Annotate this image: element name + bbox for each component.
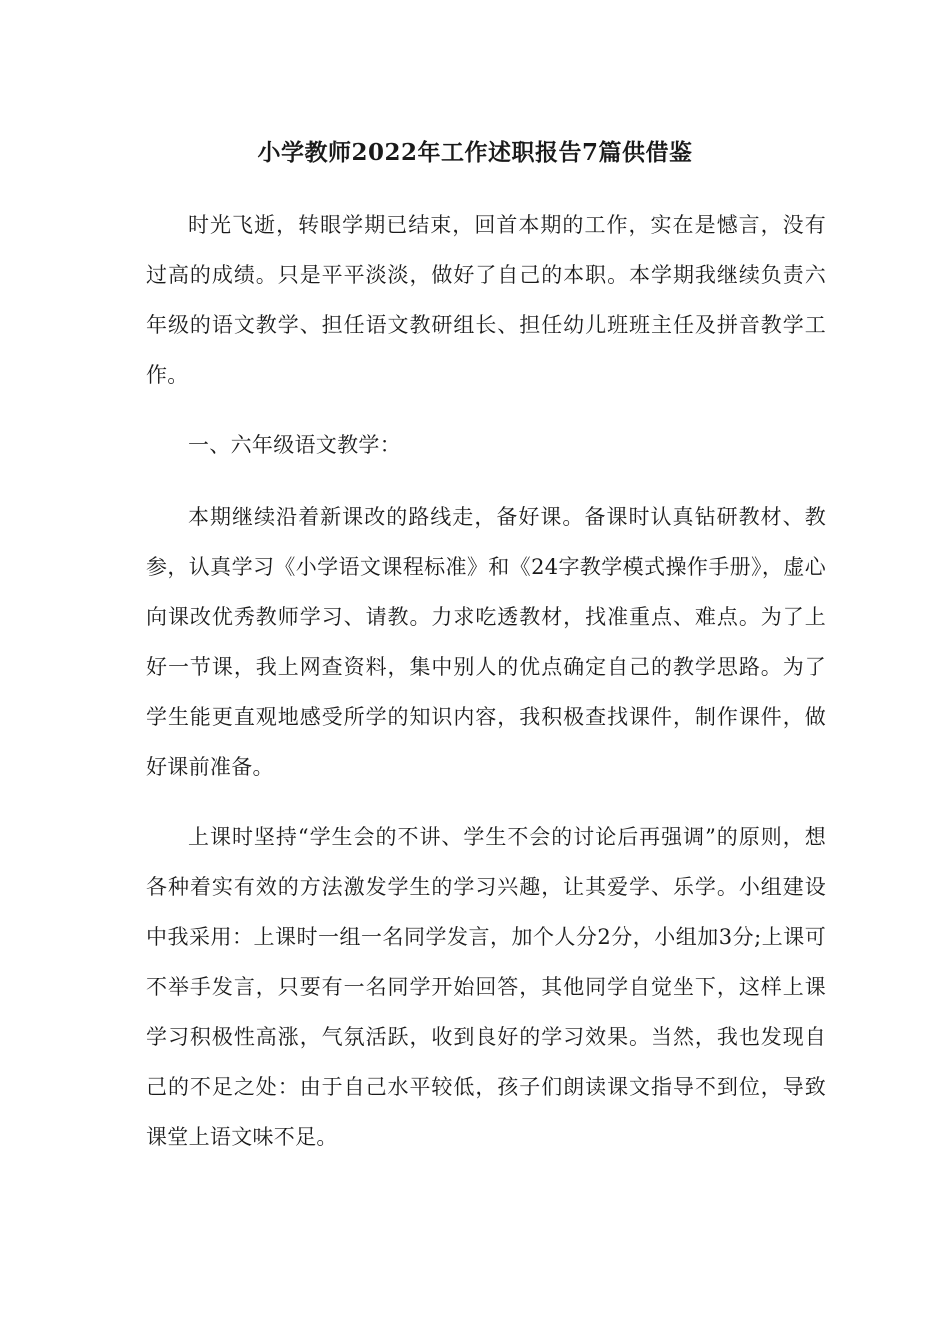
paragraph-intro: 时光飞逝，转眼学期已结束，回首本期的工作，实在是憾言，没有过高的成绩。只是平平淡淡，做好了自己的本职。本学期我继续负责六年级的语文教学、担任语文教研组长、担任幼儿班班主任及拼音教学工作。 — [146, 213, 826, 387]
section-heading-grade-six-chinese: 一、六年级语文教学： — [188, 433, 401, 457]
document-title: 小学教师2022年工作述职报告7篇供借鉴 — [257, 139, 693, 166]
paragraph-classroom-teaching: 上课时坚持“学生会的不讲、学生不会的讨论后再强调”的原则，想各种着实有效的方法激发学生的学习兴趣，让其爱学、乐学。小组建设中我采用：上课时一组一名同学发言，加个人分2分，小组加3分;上课可不举手发言，只要有一名同学开始回答，其他同学自觉坐下，这样上课学习积极性高涨，气氛活跃，收到良好的学习效果。当然，我也发现自己的不足之处：由于自己水平较低，孩子们朗读课文指导不到位，导致课堂上语文味不足。 — [146, 825, 826, 1149]
paragraph-lesson-preparation: 本期继续沿着新课改的路线走，备好课。备课时认真钻研教材、教参，认真学习《小学语文课程标准》和《24字教学模式操作手册》，虚心向课改优秀教师学习、请教。力求吃透教材，找准重点、难点。为了上好一节课，我上网查资料，集中别人的优点确定自己的教学思路。为了学生能更直观地感受所学的知识内容，我积极查找课件，制作课件，做好课前准备。 — [146, 505, 826, 779]
